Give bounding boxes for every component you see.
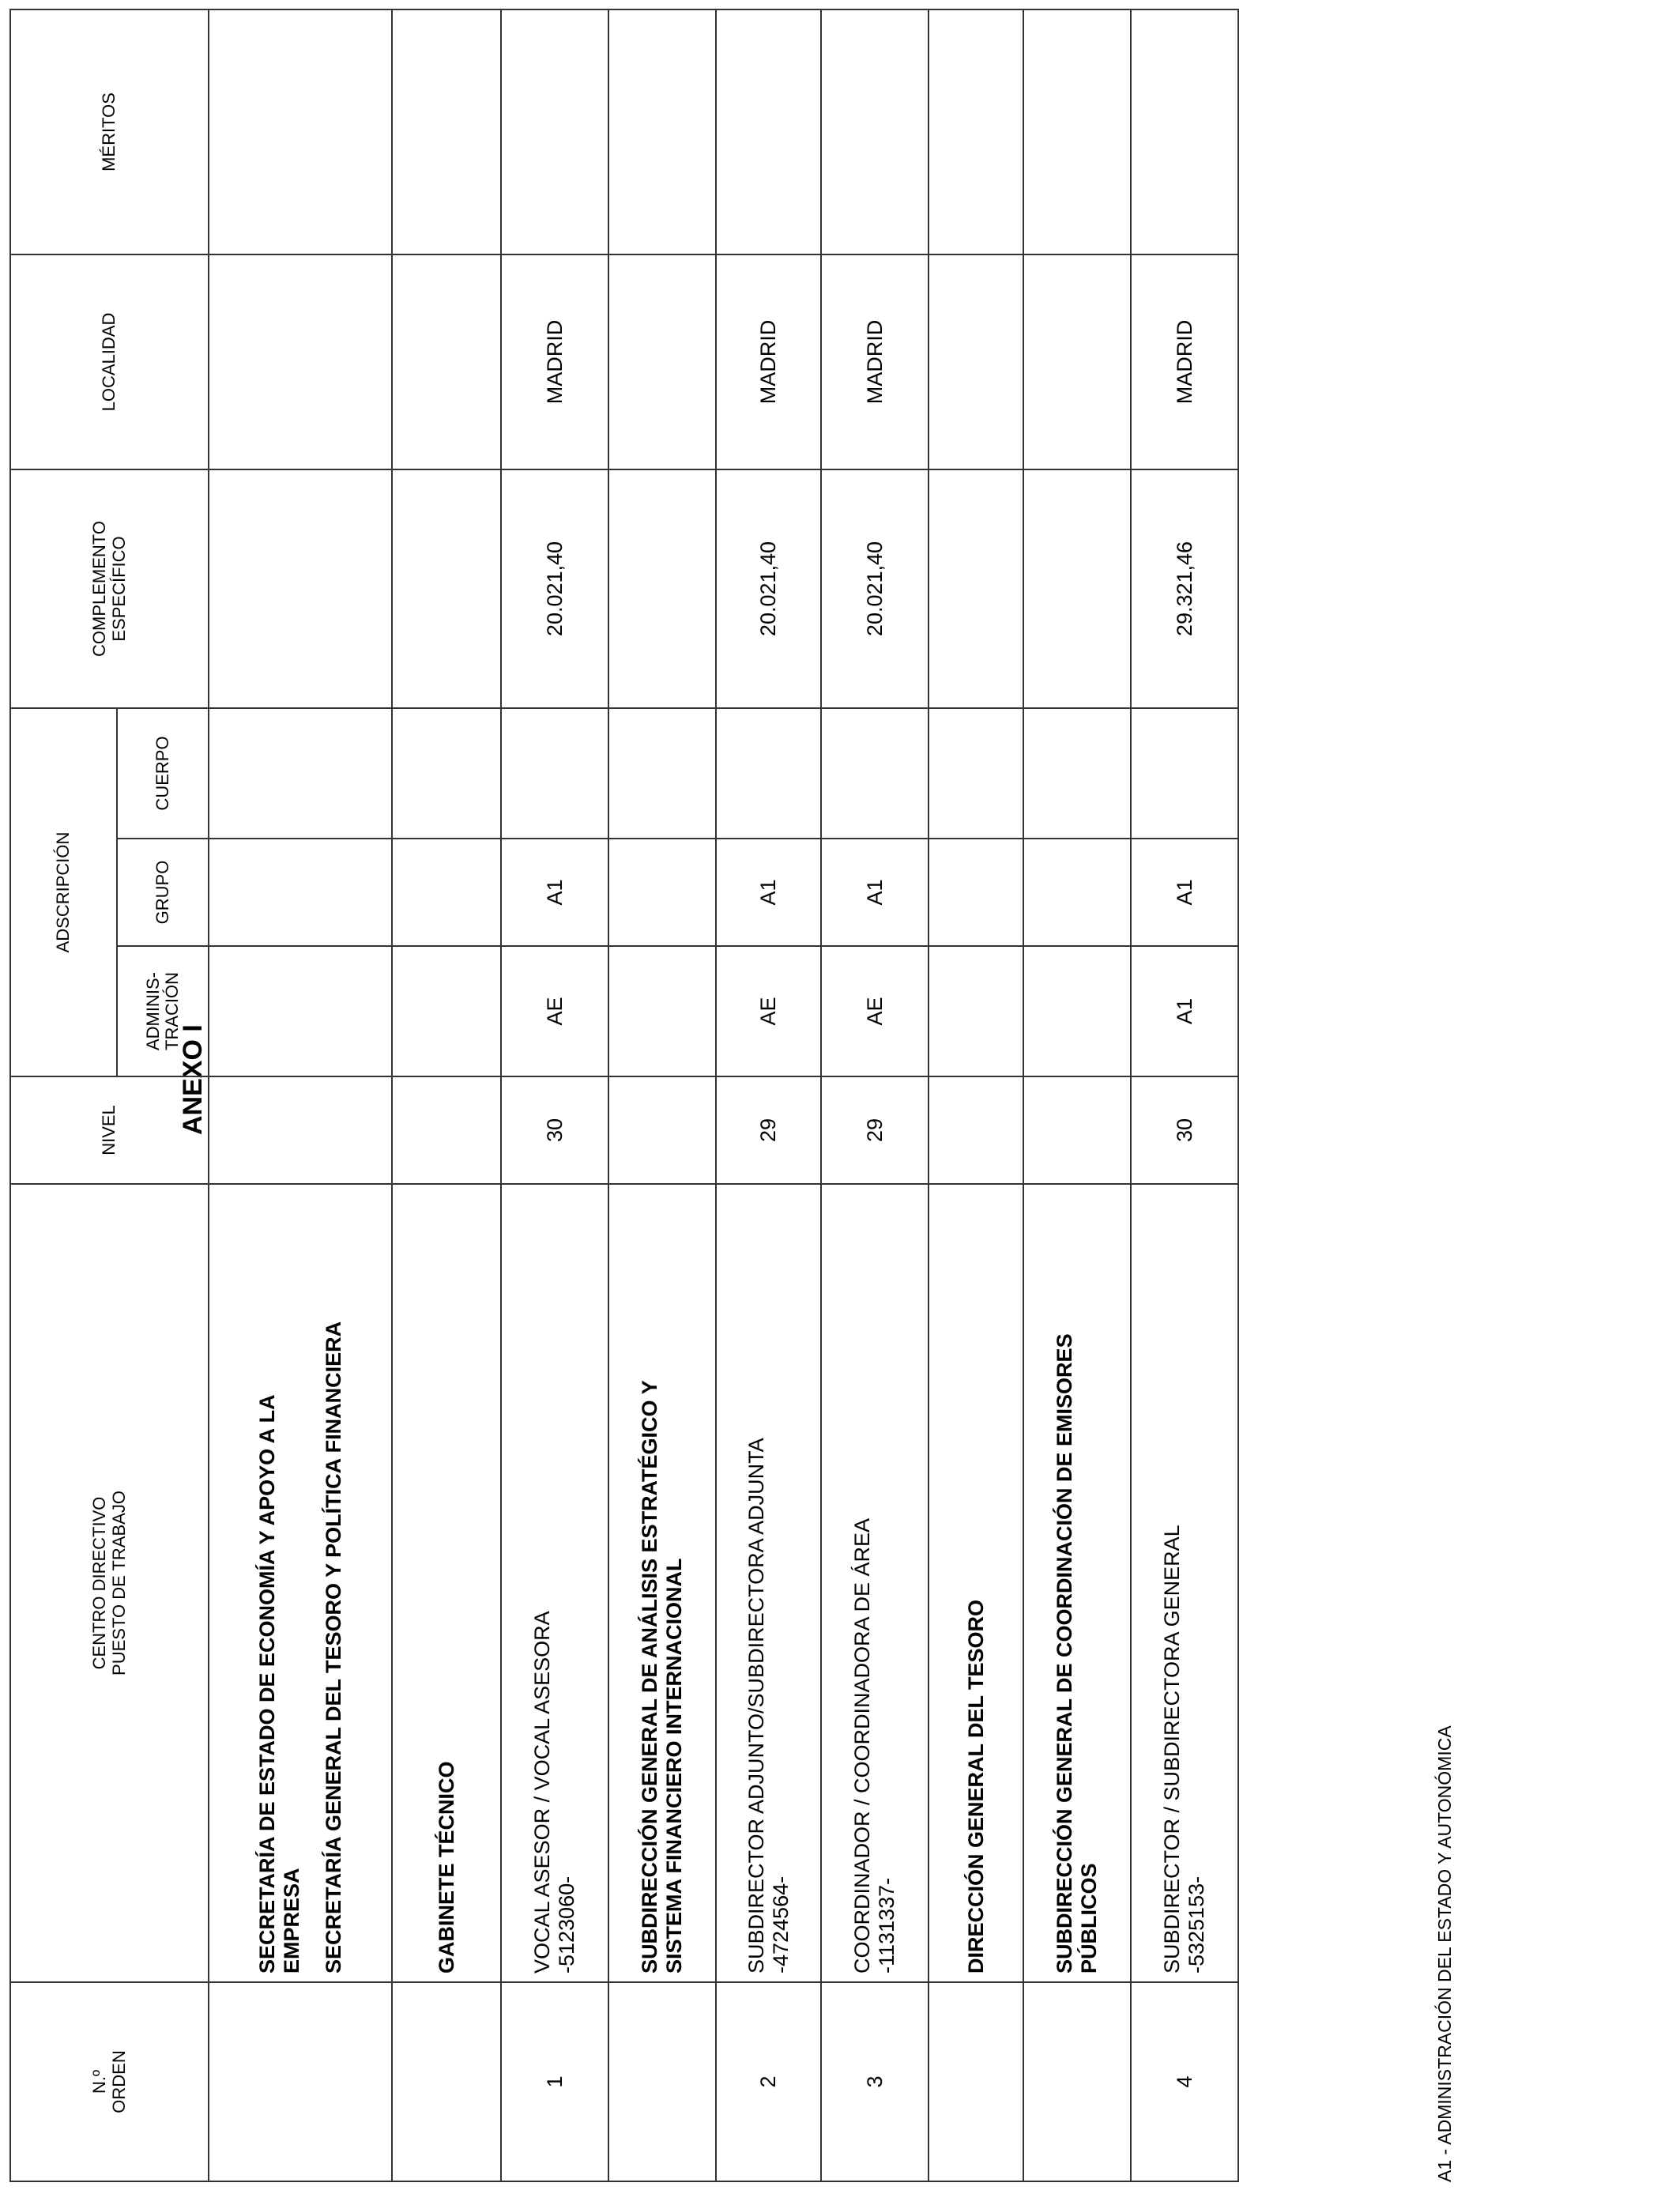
- cell-grupo: A1: [821, 839, 929, 946]
- cell-centro: VOCAL ASESOR / VOCAL ASESORA -5123060-: [501, 1184, 608, 1982]
- cell-grupo: A1: [716, 839, 821, 946]
- cell-grupo: A1: [501, 839, 608, 946]
- table-row: [1131, 9, 1238, 2181]
- cell-administracion: AE: [821, 946, 929, 1076]
- cell-centro: SECRETARÍA DE ESTADO DE ECONOMÍA Y APOYO A LA EMPRESA SECRETARÍA GENERAL DEL TESORO Y POLÍTICA FINANCIERA: [209, 1184, 392, 1982]
- table-row: [929, 9, 1023, 2181]
- cell-centro: SUBDIRECTOR / SUBDIRECTORA GENERAL -5325153-: [1131, 1184, 1238, 1982]
- cell-cuerpo: [716, 708, 821, 839]
- header-cuerpo: CUERPO: [117, 708, 209, 839]
- header-administracion: ADMINIS- TRACIÓN: [117, 946, 209, 1076]
- header-nivel: NIVEL: [10, 1076, 209, 1184]
- cell-orden: 4: [1131, 1982, 1238, 2181]
- cell-administracion: AE: [501, 946, 608, 1076]
- cell-orden: 1: [501, 1982, 608, 2181]
- cell-meritos: [501, 9, 608, 254]
- cell-nivel: 30: [501, 1076, 608, 1184]
- cell-centro: SUBDIRECCIÓN GENERAL DE COORDINACIÓN DE EMISORES PÚBLICOS: [1023, 1184, 1131, 1982]
- cell-centro: COORDINADOR / COORDINADORA DE ÁREA -1131337-: [821, 1184, 929, 1982]
- header-complemento: COMPLEMENTO ESPECÍFICO: [10, 469, 209, 708]
- cell-orden: [608, 1982, 716, 2181]
- cell-complemento: 29.321,46: [1131, 469, 1238, 708]
- cell-orden: 3: [821, 1982, 929, 2181]
- cell-orden: [929, 1982, 1023, 2181]
- cell-localidad: MADRID: [716, 254, 821, 469]
- cell-nivel: 29: [821, 1076, 929, 1184]
- header-localidad: LOCALIDAD: [10, 254, 209, 469]
- cell-meritos: [821, 9, 929, 254]
- cell-complemento: 20.021,40: [821, 469, 929, 708]
- cell-centro: DIRECCIÓN GENERAL DEL TESORO: [929, 1184, 1023, 1982]
- cell-complemento: 20.021,40: [716, 469, 821, 708]
- annex-title: ANEXO I: [178, 1024, 208, 1135]
- table-row: [821, 9, 929, 2181]
- cell-nivel: 29: [716, 1076, 821, 1184]
- header-adscripcion: ADSCRIPCIÓN: [10, 708, 117, 1076]
- cell-orden: 2: [716, 1982, 821, 2181]
- cell-localidad: MADRID: [501, 254, 608, 469]
- cell-centro: GABINETE TÉCNICO: [392, 1184, 501, 1982]
- cell-meritos: [716, 9, 821, 254]
- cell-administracion: AE: [716, 946, 821, 1076]
- cell-centro: SUBDIRECTOR ADJUNTO/SUBDIRECTORA ADJUNTA -4724564-: [716, 1184, 821, 1982]
- annex-table: [9, 9, 1239, 2182]
- cell-orden: [392, 1982, 501, 2181]
- table-row: [209, 9, 392, 2181]
- cell-meritos: [1131, 9, 1238, 254]
- cell-complemento: 20.021,40: [501, 469, 608, 708]
- header-meritos: MÉRITOS: [10, 9, 209, 254]
- cell-orden: [209, 1982, 392, 2181]
- cell-localidad: MADRID: [1131, 254, 1238, 469]
- table-row: [608, 9, 716, 2181]
- cell-orden: [1023, 1982, 1131, 2181]
- cell-administracion: A1: [1131, 946, 1238, 1076]
- header-orden: N.º ORDEN: [10, 1982, 209, 2181]
- header-centro: CENTRO DIRECTIVO PUESTO DE TRABAJO: [10, 1184, 209, 1982]
- cell-cuerpo: [1131, 708, 1238, 839]
- cell-cuerpo: [821, 708, 929, 839]
- cell-nivel: 30: [1131, 1076, 1238, 1184]
- table-row: [501, 9, 608, 2181]
- cell-grupo: A1: [1131, 839, 1238, 946]
- footnote: A1 - ADMINISTRACIÓN DEL ESTADO Y AUTONÓMICA: [1434, 1725, 1455, 2182]
- cell-cuerpo: [501, 708, 608, 839]
- table-row: [1023, 9, 1131, 2181]
- cell-localidad: MADRID: [821, 254, 929, 469]
- header-grupo: GRUPO: [117, 839, 209, 946]
- table-row: [392, 9, 501, 2181]
- table-row: [716, 9, 821, 2181]
- cell-centro: SUBDIRECCIÓN GENERAL DE ANÁLISIS ESTRATÉGICO Y SISTEMA FINANCIERO INTERNACIONAL: [608, 1184, 716, 1982]
